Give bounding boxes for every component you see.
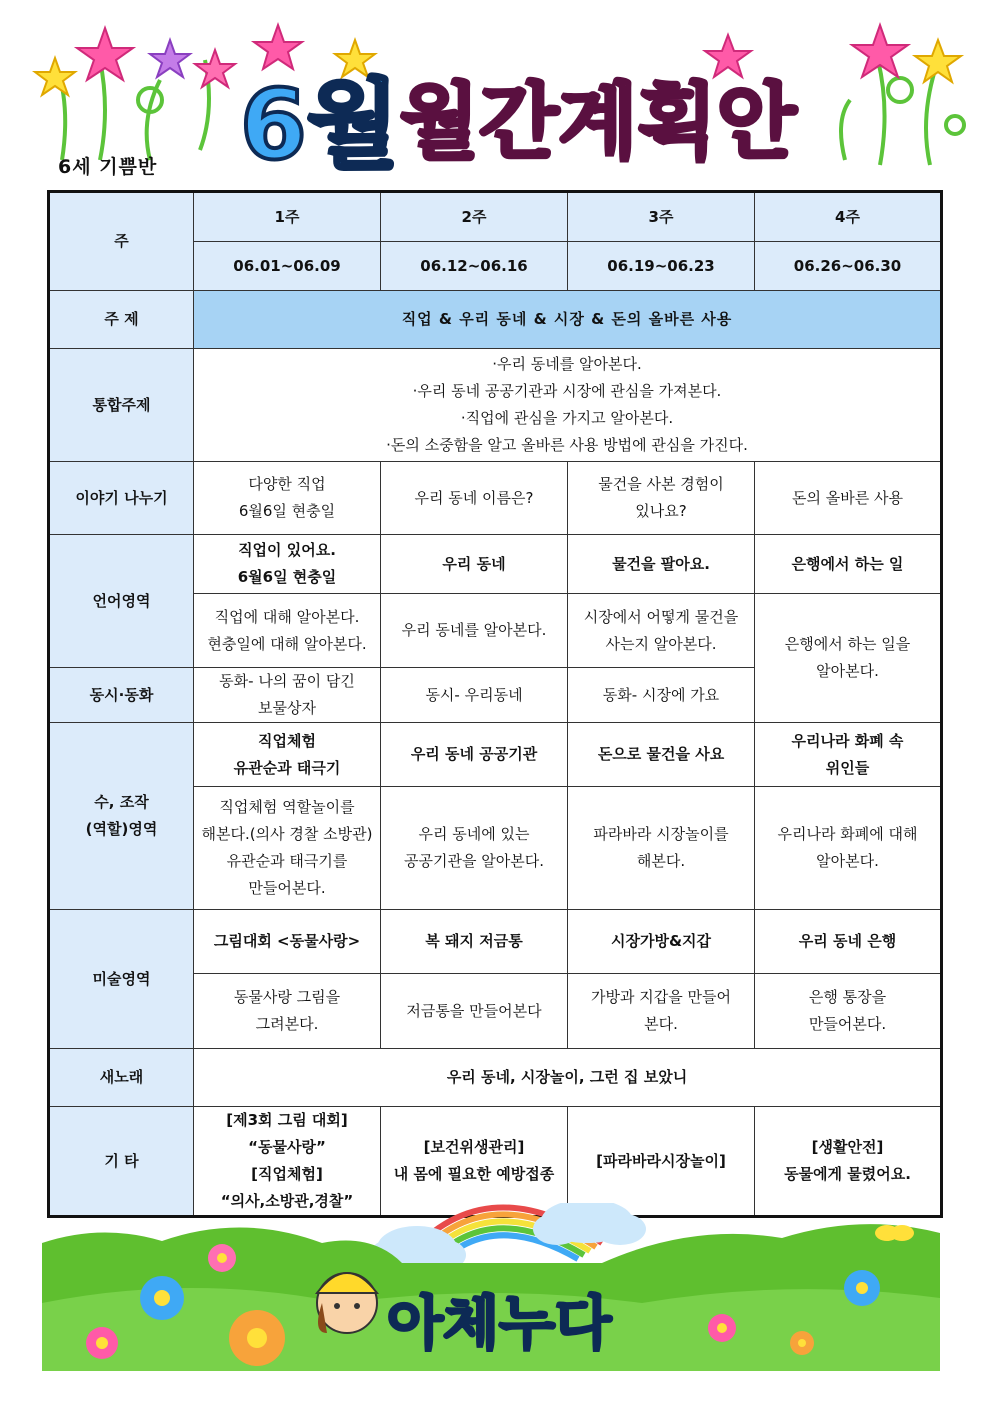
art-title: 시장가방&지갑 bbox=[568, 910, 755, 974]
week-header: 1주 bbox=[194, 192, 381, 242]
flower-icon bbox=[86, 1327, 118, 1359]
flower-icon bbox=[229, 1310, 285, 1366]
new-song: 우리 동네, 시장놀이, 그런 집 보았니 bbox=[194, 1049, 942, 1107]
art-desc: 동물사랑 그림을 그려본다. bbox=[194, 974, 381, 1049]
poem-story-cell: 동화- 나의 꿈이 담긴 보물상자 bbox=[194, 668, 381, 723]
language-desc: 우리 동네를 알아본다. bbox=[381, 594, 568, 668]
language-desc: 은행에서 하는 일을 알아본다. bbox=[755, 594, 942, 723]
school-name: 아체누다 bbox=[387, 1289, 612, 1357]
butterfly-icon bbox=[875, 1225, 914, 1241]
page-header bbox=[0, 0, 992, 190]
integrated-theme-list bbox=[194, 349, 942, 462]
integrated-theme-item: ·직업에 관심을 가지고 알아본다. bbox=[460, 409, 674, 427]
flower-stems-left-icon bbox=[58, 60, 209, 160]
week-dates: 06.26~06.30 bbox=[755, 242, 942, 291]
etc-label: 기 타 bbox=[49, 1107, 194, 1217]
flower-icon bbox=[208, 1244, 236, 1272]
etc-cell: [파라바라시장놀이] bbox=[568, 1107, 755, 1217]
integrated-theme-item: ·우리 동네를 알아본다. bbox=[492, 355, 642, 373]
week-header: 3주 bbox=[568, 192, 755, 242]
math-title: 돈으로 물건을 사요 bbox=[568, 723, 755, 787]
integrated-theme-label: 통합주제 bbox=[49, 349, 194, 462]
language-title: 물건을 팔아요. bbox=[568, 535, 755, 594]
language-title: 은행에서 하는 일 bbox=[755, 535, 942, 594]
page-footer bbox=[42, 1203, 940, 1371]
flower-icon bbox=[708, 1314, 736, 1342]
week-dates: 06.01~06.09 bbox=[194, 242, 381, 291]
poem-story-cell: 동화- 시장에 가요 bbox=[568, 668, 755, 723]
math-desc: 우리나라 화폐에 대해 알아본다. bbox=[755, 787, 942, 910]
math-title: 직업체험 유관순과 태극기 bbox=[194, 723, 381, 787]
title-main: 월간계획안 bbox=[400, 75, 797, 170]
math-desc: 파라바라 시장놀이를 해본다. bbox=[568, 787, 755, 910]
talk-label: 이야기 나누기 bbox=[49, 462, 194, 535]
monthly-theme: 직업 & 우리 동네 & 시장 & 돈의 올바른 사용 bbox=[194, 291, 942, 349]
talk-cell: 우리 동네 이름은? bbox=[381, 462, 568, 535]
star-flower-icon bbox=[35, 58, 75, 95]
art-title: 복 돼지 저금통 bbox=[381, 910, 568, 974]
star-flower-icon bbox=[705, 35, 751, 77]
integrated-theme-item: ·우리 동네 공공기관과 시장에 관심을 가져본다. bbox=[412, 382, 722, 400]
poem-story-cell: 동시- 우리동네 bbox=[381, 668, 568, 723]
language-desc: 직업에 대해 알아본다. 현충일에 대해 알아본다. bbox=[194, 594, 381, 668]
week-header: 2주 bbox=[381, 192, 568, 242]
kid-mascot-icon bbox=[317, 1273, 377, 1333]
art-label: 미술영역 bbox=[49, 910, 194, 1049]
talk-cell: 다양한 직업 6월6일 현충일 bbox=[194, 462, 381, 535]
poem-story-label: 동시·동화 bbox=[49, 668, 194, 723]
star-flower-icon bbox=[254, 25, 302, 69]
etc-cell: [제3회 그림 대회] “동물사랑” [직업체험] “의사,소방관,경찰” bbox=[194, 1107, 381, 1217]
star-flower-icon bbox=[150, 40, 190, 77]
new-song-label: 새노래 bbox=[49, 1049, 194, 1107]
star-flower-icon bbox=[77, 28, 133, 80]
etc-cell: [보건위생관리] 내 몸에 필요한 예방접종 bbox=[381, 1107, 568, 1217]
art-desc: 가방과 지갑을 만들어 본다. bbox=[568, 974, 755, 1049]
flower-icon bbox=[140, 1276, 184, 1320]
talk-cell: 물건을 사본 경험이 있나요? bbox=[568, 462, 755, 535]
flower-icon bbox=[790, 1331, 814, 1355]
week-dates: 06.12~06.16 bbox=[381, 242, 568, 291]
week-dates: 06.19~06.23 bbox=[568, 242, 755, 291]
week-header: 4주 bbox=[755, 192, 942, 242]
art-title: 우리 동네 은행 bbox=[755, 910, 942, 974]
monthly-plan-table bbox=[47, 190, 943, 1218]
week-label: 주 bbox=[49, 192, 194, 291]
math-role-label: 수, 조작 (역할)영역 bbox=[49, 723, 194, 910]
cloud-icon bbox=[533, 1203, 646, 1245]
star-flower-icon bbox=[915, 40, 961, 82]
language-label: 언어영역 bbox=[49, 535, 194, 668]
art-desc: 은행 통장을 만들어본다. bbox=[755, 974, 942, 1049]
footer-decoration bbox=[42, 1203, 940, 1371]
math-desc: 직업체험 역할놀이를 해본다.(의사 경찰 소방관) 유관순과 태극기를 만들어본다. bbox=[194, 787, 381, 910]
class-name: 6세 기쁨반 bbox=[58, 156, 158, 178]
language-title: 직업이 있어요. 6월6일 현충일 bbox=[194, 535, 381, 594]
language-desc: 시장에서 어떻게 물건을 사는지 알아본다. bbox=[568, 594, 755, 668]
art-desc: 저금통을 만들어본다 bbox=[381, 974, 568, 1049]
math-title: 우리나라 화폐 속 위인들 bbox=[755, 723, 942, 787]
theme-label: 주 제 bbox=[49, 291, 194, 349]
math-desc: 우리 동네에 있는 공공기관을 알아본다. bbox=[381, 787, 568, 910]
language-title: 우리 동네 bbox=[381, 535, 568, 594]
math-title: 우리 동네 공공기관 bbox=[381, 723, 568, 787]
star-flower-icon bbox=[195, 50, 235, 87]
title-month: 6월 bbox=[240, 69, 400, 181]
integrated-theme-item: ·돈의 소중함을 알고 올바른 사용 방법에 관심을 가진다. bbox=[386, 436, 748, 454]
etc-cell: [생활안전] 동물에게 물렸어요. bbox=[755, 1107, 942, 1217]
flower-icon bbox=[844, 1270, 880, 1306]
art-title: 그림대회 <동물사랑> bbox=[194, 910, 381, 974]
talk-cell: 돈의 올바른 사용 bbox=[755, 462, 942, 535]
